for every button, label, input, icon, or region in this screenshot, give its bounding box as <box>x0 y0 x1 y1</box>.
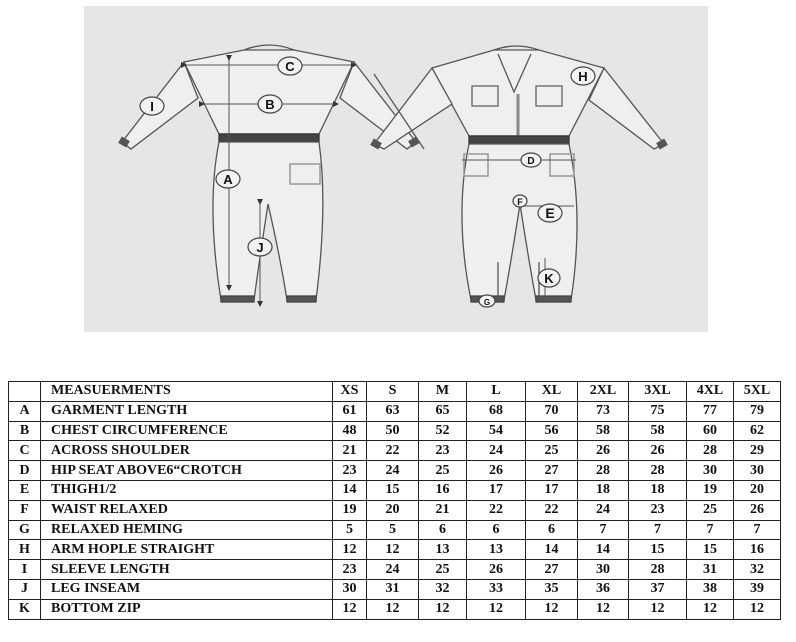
row-value: 12 <box>367 599 419 619</box>
row-measurement-name: THIGH1/2 <box>41 480 333 500</box>
row-value: 17 <box>526 480 578 500</box>
row-measurement-name: WAIST RELAXED <box>41 500 333 520</box>
table-row <box>9 461 781 481</box>
header-size-s: S <box>367 382 419 402</box>
table-row <box>9 421 781 441</box>
row-value: 28 <box>629 560 687 580</box>
table-body <box>9 401 781 619</box>
row-measurement-name: HIP SEAT ABOVE6“CROTCH <box>41 461 333 481</box>
row-value: 13 <box>419 540 467 560</box>
row-value: 25 <box>419 560 467 580</box>
row-value: 12 <box>734 599 781 619</box>
row-value: 25 <box>419 461 467 481</box>
row-value: 38 <box>687 579 734 599</box>
label-f-text: F <box>517 197 523 207</box>
row-value: 73 <box>578 401 629 421</box>
row-code: G <box>9 520 41 540</box>
row-measurement-name: BOTTOM ZIP <box>41 599 333 619</box>
label-k-text: K <box>544 271 554 286</box>
row-value: 21 <box>333 441 367 461</box>
row-value: 12 <box>467 599 526 619</box>
row-measurement-name: LEG INSEAM <box>41 579 333 599</box>
row-value: 25 <box>526 441 578 461</box>
row-value: 75 <box>629 401 687 421</box>
label-a-text: A <box>223 172 233 187</box>
row-value: 36 <box>578 579 629 599</box>
row-value: 31 <box>367 579 419 599</box>
row-value: 50 <box>367 421 419 441</box>
header-size-xs: XS <box>333 382 367 402</box>
row-value: 32 <box>419 579 467 599</box>
row-value: 6 <box>467 520 526 540</box>
row-value: 6 <box>419 520 467 540</box>
row-value: 19 <box>333 500 367 520</box>
header-size-2xl: 2XL <box>578 382 629 402</box>
header-size-xl: XL <box>526 382 578 402</box>
row-value: 15 <box>629 540 687 560</box>
row-value: 37 <box>629 579 687 599</box>
row-value: 23 <box>333 560 367 580</box>
row-value: 12 <box>578 599 629 619</box>
row-code: C <box>9 441 41 461</box>
label-e-text: E <box>545 205 555 221</box>
row-code: D <box>9 461 41 481</box>
row-code: B <box>9 421 41 441</box>
header-size-l: L <box>467 382 526 402</box>
table-row <box>9 480 781 500</box>
row-value: 5 <box>367 520 419 540</box>
row-value: 26 <box>467 560 526 580</box>
row-value: 12 <box>367 540 419 560</box>
row-value: 7 <box>734 520 781 540</box>
header-code <box>9 382 41 402</box>
row-code: E <box>9 480 41 500</box>
row-value: 20 <box>367 500 419 520</box>
row-code: K <box>9 599 41 619</box>
row-measurement-name: RELAXED HEMING <box>41 520 333 540</box>
row-value: 33 <box>467 579 526 599</box>
row-value: 28 <box>578 461 629 481</box>
coverall-illustration <box>84 6 708 332</box>
row-value: 20 <box>734 480 781 500</box>
header-size-4xl: 4XL <box>687 382 734 402</box>
row-value: 14 <box>526 540 578 560</box>
row-value: 29 <box>734 441 781 461</box>
row-value: 52 <box>419 421 467 441</box>
label-i-text: I <box>150 99 154 114</box>
row-value: 14 <box>578 540 629 560</box>
row-value: 23 <box>419 441 467 461</box>
size-chart-table <box>8 381 781 620</box>
row-value: 39 <box>734 579 781 599</box>
row-value: 23 <box>333 461 367 481</box>
row-value: 21 <box>419 500 467 520</box>
row-value: 26 <box>578 441 629 461</box>
row-value: 58 <box>629 421 687 441</box>
row-value: 35 <box>526 579 578 599</box>
row-value: 19 <box>687 480 734 500</box>
row-value: 7 <box>687 520 734 540</box>
row-value: 62 <box>734 421 781 441</box>
row-value: 27 <box>526 560 578 580</box>
row-value: 12 <box>333 540 367 560</box>
row-value: 63 <box>367 401 419 421</box>
row-value: 7 <box>578 520 629 540</box>
label-b-text: B <box>265 97 275 112</box>
row-value: 18 <box>578 480 629 500</box>
label-j-text: J <box>256 240 264 255</box>
row-measurement-name: SLEEVE LENGTH <box>41 560 333 580</box>
row-value: 24 <box>578 500 629 520</box>
label-c-text: C <box>285 59 295 74</box>
row-value: 28 <box>687 441 734 461</box>
row-measurement-name: CHEST CIRCUMFERENCE <box>41 421 333 441</box>
row-value: 25 <box>687 500 734 520</box>
row-value: 61 <box>333 401 367 421</box>
row-value: 15 <box>687 540 734 560</box>
row-value: 22 <box>367 441 419 461</box>
garment-diagram <box>84 6 708 332</box>
row-value: 22 <box>467 500 526 520</box>
row-value: 12 <box>629 599 687 619</box>
row-value: 56 <box>526 421 578 441</box>
row-value: 77 <box>687 401 734 421</box>
row-code: H <box>9 540 41 560</box>
row-code: A <box>9 401 41 421</box>
row-value: 26 <box>734 500 781 520</box>
table-row <box>9 401 781 421</box>
row-value: 70 <box>526 401 578 421</box>
header-measurement: MEASUERMENTS <box>41 382 333 402</box>
row-value: 30 <box>333 579 367 599</box>
row-value: 24 <box>367 560 419 580</box>
row-value: 12 <box>526 599 578 619</box>
header-size-3xl: 3XL <box>629 382 687 402</box>
table-row <box>9 560 781 580</box>
row-value: 31 <box>687 560 734 580</box>
row-value: 65 <box>419 401 467 421</box>
row-value: 26 <box>467 461 526 481</box>
label-d-text: D <box>527 156 535 167</box>
row-value: 68 <box>467 401 526 421</box>
row-value: 79 <box>734 401 781 421</box>
row-value: 6 <box>526 520 578 540</box>
row-measurement-name: GARMENT LENGTH <box>41 401 333 421</box>
table-row <box>9 540 781 560</box>
table-row <box>9 520 781 540</box>
row-code: I <box>9 560 41 580</box>
row-value: 12 <box>333 599 367 619</box>
row-value: 30 <box>734 461 781 481</box>
table-row <box>9 599 781 619</box>
row-value: 14 <box>333 480 367 500</box>
row-value: 23 <box>629 500 687 520</box>
label-h-text: H <box>578 69 588 84</box>
row-value: 30 <box>578 560 629 580</box>
header-size-m: M <box>419 382 467 402</box>
table-row <box>9 441 781 461</box>
table-header-row <box>9 382 781 402</box>
row-value: 16 <box>734 540 781 560</box>
row-value: 48 <box>333 421 367 441</box>
row-value: 17 <box>467 480 526 500</box>
row-value: 13 <box>467 540 526 560</box>
label-g-text: G <box>483 298 491 307</box>
table-row <box>9 500 781 520</box>
row-value: 60 <box>687 421 734 441</box>
row-value: 32 <box>734 560 781 580</box>
row-value: 27 <box>526 461 578 481</box>
row-value: 12 <box>419 599 467 619</box>
row-value: 5 <box>333 520 367 540</box>
table-row <box>9 579 781 599</box>
row-code: J <box>9 579 41 599</box>
row-value: 18 <box>629 480 687 500</box>
row-value: 12 <box>687 599 734 619</box>
row-value: 30 <box>687 461 734 481</box>
row-value: 15 <box>367 480 419 500</box>
row-code: F <box>9 500 41 520</box>
row-value: 24 <box>367 461 419 481</box>
row-measurement-name: ARM HOPLE STRAIGHT <box>41 540 333 560</box>
row-value: 54 <box>467 421 526 441</box>
row-value: 7 <box>629 520 687 540</box>
header-size-5xl: 5XL <box>734 382 781 402</box>
row-value: 58 <box>578 421 629 441</box>
row-value: 22 <box>526 500 578 520</box>
row-value: 28 <box>629 461 687 481</box>
row-value: 24 <box>467 441 526 461</box>
row-measurement-name: ACROSS SHOULDER <box>41 441 333 461</box>
row-value: 26 <box>629 441 687 461</box>
row-value: 16 <box>419 480 467 500</box>
